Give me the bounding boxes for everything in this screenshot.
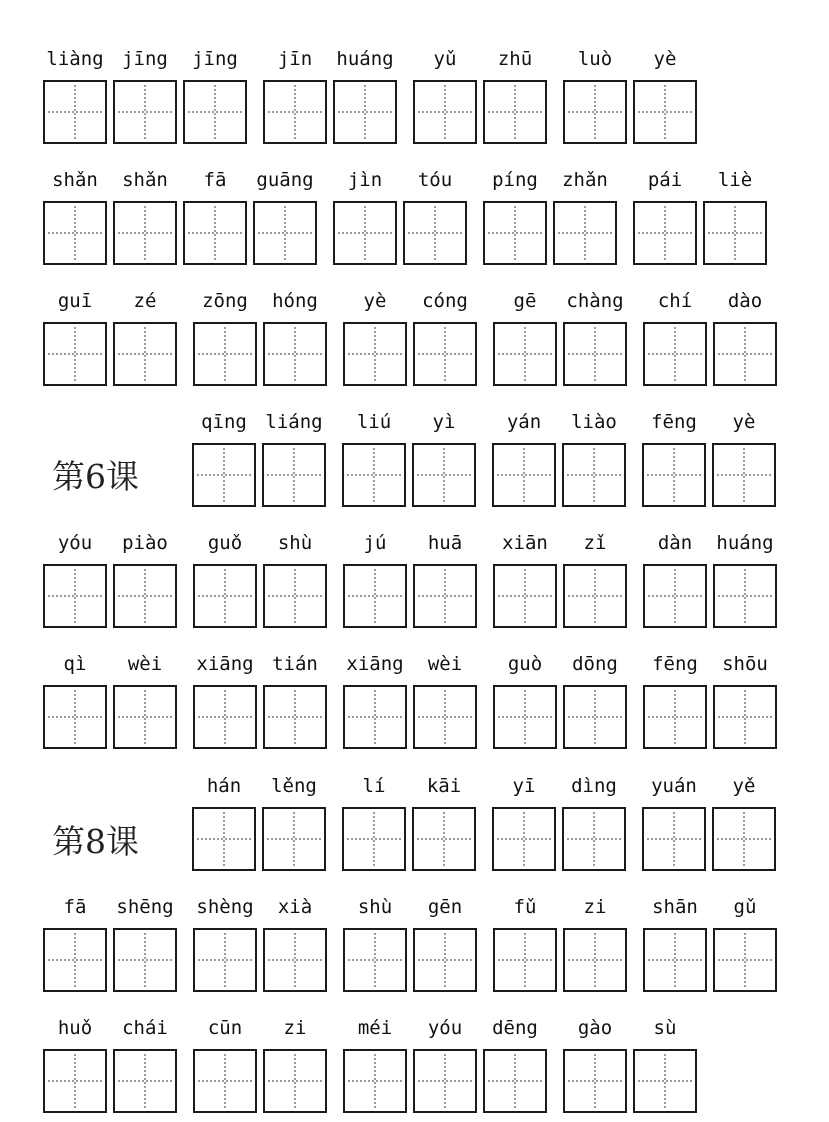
- pinyin-label: huáng: [336, 48, 394, 70]
- pinyin-label: jīn: [277, 48, 313, 70]
- writing-grid-cell[interactable]: [483, 1049, 547, 1113]
- pinyin-label: dào: [727, 290, 763, 312]
- writing-grid-cell[interactable]: [493, 928, 557, 992]
- writing-grid-cell[interactable]: [343, 928, 407, 992]
- pinyin-label: shǎn: [122, 169, 168, 191]
- writing-grid-cell[interactable]: [413, 80, 477, 144]
- pinyin-label: shān: [652, 896, 698, 918]
- writing-grid-cell[interactable]: [492, 807, 556, 871]
- writing-grid-cell[interactable]: [43, 1049, 107, 1113]
- pinyin-label: píng: [492, 169, 538, 191]
- writing-grid-cell[interactable]: [563, 1049, 627, 1113]
- writing-grid-cell[interactable]: [483, 80, 547, 144]
- pinyin-label: xiāng: [196, 653, 254, 675]
- pinyin-label: shèng: [196, 896, 254, 918]
- writing-grid-cell[interactable]: [193, 564, 257, 628]
- writing-grid-cell[interactable]: [493, 685, 557, 749]
- pinyin-label: jìn: [347, 169, 383, 191]
- pinyin-label: chái: [122, 1017, 168, 1039]
- writing-grid-cell[interactable]: [113, 564, 177, 628]
- pinyin-label: zōng: [202, 290, 248, 312]
- writing-grid-cell[interactable]: [183, 80, 247, 144]
- lesson-title: 第8课: [52, 822, 139, 861]
- pinyin-label: tóu: [417, 169, 453, 191]
- pinyin-label: yóu: [427, 1017, 463, 1039]
- pinyin-label: zhǎn: [562, 169, 608, 191]
- pinyin-label: liú: [356, 411, 392, 433]
- pinyin-label: fā: [203, 169, 227, 191]
- writing-grid-cell[interactable]: [563, 322, 627, 386]
- pinyin-label: wèi: [127, 653, 163, 675]
- pinyin-label: xià: [277, 896, 313, 918]
- pinyin-label: luò: [577, 48, 613, 70]
- writing-grid-cell[interactable]: [413, 1049, 477, 1113]
- writing-grid-cell[interactable]: [713, 322, 777, 386]
- pinyin-label: hóng: [272, 290, 318, 312]
- pinyin-label: qì: [63, 653, 87, 675]
- writing-grid-cell[interactable]: [343, 322, 407, 386]
- pinyin-label: lěng: [271, 775, 317, 797]
- writing-grid-cell[interactable]: [193, 685, 257, 749]
- pinyin-label: tián: [272, 653, 318, 675]
- writing-grid-cell[interactable]: [493, 322, 557, 386]
- pinyin-label: sù: [653, 1017, 677, 1039]
- writing-grid-cell[interactable]: [43, 928, 107, 992]
- pinyin-label: yǔ: [433, 48, 457, 70]
- writing-grid-cell[interactable]: [192, 443, 256, 507]
- pinyin-label: liàng: [46, 48, 104, 70]
- writing-grid-cell[interactable]: [713, 928, 777, 992]
- writing-grid-cell[interactable]: [412, 807, 476, 871]
- pinyin-label: yè: [653, 48, 677, 70]
- pinyin-label: gē: [513, 290, 537, 312]
- pinyin-label: zhū: [497, 48, 533, 70]
- writing-grid-cell[interactable]: [413, 322, 477, 386]
- pinyin-label: jú: [363, 532, 387, 554]
- pinyin-label: yán: [506, 411, 542, 433]
- writing-grid-cell[interactable]: [263, 80, 327, 144]
- pinyin-label: shēng: [116, 896, 174, 918]
- writing-grid-cell[interactable]: [193, 1049, 257, 1113]
- pinyin-label: liáng: [265, 411, 323, 433]
- writing-grid-cell[interactable]: [712, 807, 776, 871]
- writing-grid-cell[interactable]: [43, 685, 107, 749]
- writing-grid-cell[interactable]: [342, 443, 406, 507]
- writing-grid-cell[interactable]: [263, 1049, 327, 1113]
- writing-grid-cell[interactable]: [563, 928, 627, 992]
- writing-grid-cell[interactable]: [633, 80, 697, 144]
- pinyin-label: cūn: [207, 1017, 243, 1039]
- pinyin-label: jīng: [192, 48, 238, 70]
- writing-grid-cell[interactable]: [43, 80, 107, 144]
- writing-grid-cell[interactable]: [643, 564, 707, 628]
- writing-grid-cell[interactable]: [333, 80, 397, 144]
- pinyin-label: cóng: [422, 290, 468, 312]
- pinyin-label: huǒ: [57, 1017, 93, 1039]
- writing-grid-cell[interactable]: [113, 928, 177, 992]
- pinyin-label: dìng: [571, 775, 617, 797]
- pinyin-label: yì: [432, 411, 456, 433]
- writing-grid-cell[interactable]: [492, 443, 556, 507]
- pinyin-label: chàng: [566, 290, 624, 312]
- writing-grid-cell[interactable]: [113, 685, 177, 749]
- pinyin-label: fēng: [651, 411, 697, 433]
- pinyin-label: piào: [122, 532, 168, 554]
- pinyin-label: shù: [357, 896, 393, 918]
- pinyin-label: méi: [357, 1017, 393, 1039]
- writing-grid-cell[interactable]: [642, 443, 706, 507]
- pinyin-label: chí: [657, 290, 693, 312]
- writing-grid-cell[interactable]: [643, 322, 707, 386]
- pinyin-label: guò: [507, 653, 543, 675]
- writing-grid-cell[interactable]: [703, 201, 767, 265]
- writing-grid-cell[interactable]: [713, 564, 777, 628]
- pinyin-label: zé: [133, 290, 157, 312]
- writing-grid-cell[interactable]: [712, 443, 776, 507]
- pinyin-label: xiāng: [346, 653, 404, 675]
- pinyin-label: zǐ: [583, 532, 607, 554]
- writing-grid-cell[interactable]: [113, 201, 177, 265]
- writing-grid-cell[interactable]: [43, 322, 107, 386]
- writing-grid-cell[interactable]: [253, 201, 317, 265]
- writing-grid-cell[interactable]: [333, 201, 397, 265]
- writing-grid-cell[interactable]: [192, 807, 256, 871]
- pinyin-label: fā: [63, 896, 87, 918]
- writing-grid-cell[interactable]: [262, 807, 326, 871]
- writing-grid-cell[interactable]: [43, 564, 107, 628]
- writing-grid-cell[interactable]: [263, 564, 327, 628]
- pinyin-label: shǎn: [52, 169, 98, 191]
- writing-grid-cell[interactable]: [642, 807, 706, 871]
- writing-grid-cell[interactable]: [193, 928, 257, 992]
- pinyin-label: liè: [717, 169, 753, 191]
- writing-grid-cell[interactable]: [563, 685, 627, 749]
- writing-grid-cell[interactable]: [263, 685, 327, 749]
- pinyin-label: shù: [277, 532, 313, 554]
- pinyin-label: wèi: [427, 653, 463, 675]
- pinyin-label: kāi: [426, 775, 462, 797]
- pinyin-label: fēng: [652, 653, 698, 675]
- writing-grid-cell[interactable]: [113, 1049, 177, 1113]
- writing-grid-cell[interactable]: [413, 928, 477, 992]
- pinyin-label: huáng: [716, 532, 774, 554]
- writing-grid-cell[interactable]: [183, 201, 247, 265]
- pinyin-label: huā: [427, 532, 463, 554]
- writing-grid-cell[interactable]: [563, 564, 627, 628]
- writing-grid-cell[interactable]: [113, 80, 177, 144]
- writing-grid-cell[interactable]: [562, 807, 626, 871]
- writing-grid-cell[interactable]: [193, 322, 257, 386]
- pinyin-label: gào: [577, 1017, 613, 1039]
- pinyin-label: gǔ: [733, 896, 757, 918]
- pinyin-label: yuán: [651, 775, 697, 797]
- writing-grid-cell[interactable]: [713, 685, 777, 749]
- pinyin-label: zi: [283, 1017, 307, 1039]
- writing-grid-cell[interactable]: [113, 322, 177, 386]
- pinyin-label: fǔ: [513, 896, 537, 918]
- writing-grid-cell[interactable]: [403, 201, 467, 265]
- pinyin-label: dōng: [572, 653, 618, 675]
- pinyin-label: dēng: [492, 1017, 538, 1039]
- writing-grid-cell[interactable]: [413, 685, 477, 749]
- pinyin-label: yè: [732, 411, 756, 433]
- pinyin-label: jīng: [122, 48, 168, 70]
- pinyin-label: yī: [512, 775, 536, 797]
- writing-grid-cell[interactable]: [342, 807, 406, 871]
- writing-grid-cell[interactable]: [553, 201, 617, 265]
- pinyin-label: guī: [57, 290, 93, 312]
- pinyin-label: dàn: [657, 532, 693, 554]
- pinyin-label: xiān: [502, 532, 548, 554]
- pinyin-label: gēn: [427, 896, 463, 918]
- pinyin-label: yóu: [57, 532, 93, 554]
- writing-grid-cell[interactable]: [643, 928, 707, 992]
- writing-grid-cell[interactable]: [263, 322, 327, 386]
- writing-grid-cell[interactable]: [343, 1049, 407, 1113]
- writing-grid-cell[interactable]: [563, 80, 627, 144]
- pinyin-label: shōu: [722, 653, 768, 675]
- writing-grid-cell[interactable]: [633, 201, 697, 265]
- pinyin-label: qīng: [201, 411, 247, 433]
- writing-grid-cell[interactable]: [43, 201, 107, 265]
- writing-grid-cell[interactable]: [343, 685, 407, 749]
- pinyin-label: pái: [647, 169, 683, 191]
- pinyin-label: hán: [206, 775, 242, 797]
- writing-grid-cell[interactable]: [262, 443, 326, 507]
- pinyin-label: guǒ: [207, 532, 243, 554]
- writing-grid-cell[interactable]: [483, 201, 547, 265]
- writing-grid-cell[interactable]: [562, 443, 626, 507]
- pinyin-label: lí: [362, 775, 386, 797]
- writing-grid-cell[interactable]: [643, 685, 707, 749]
- pinyin-label: guāng: [256, 169, 314, 191]
- writing-grid-cell[interactable]: [633, 1049, 697, 1113]
- writing-grid-cell[interactable]: [343, 564, 407, 628]
- pinyin-label: zi: [583, 896, 607, 918]
- writing-grid-cell[interactable]: [263, 928, 327, 992]
- writing-grid-cell[interactable]: [412, 443, 476, 507]
- pinyin-label: yě: [732, 775, 756, 797]
- writing-grid-cell[interactable]: [413, 564, 477, 628]
- lesson-title: 第6课: [52, 457, 139, 496]
- pinyin-label: liào: [571, 411, 617, 433]
- writing-grid-cell[interactable]: [493, 564, 557, 628]
- pinyin-label: yè: [363, 290, 387, 312]
